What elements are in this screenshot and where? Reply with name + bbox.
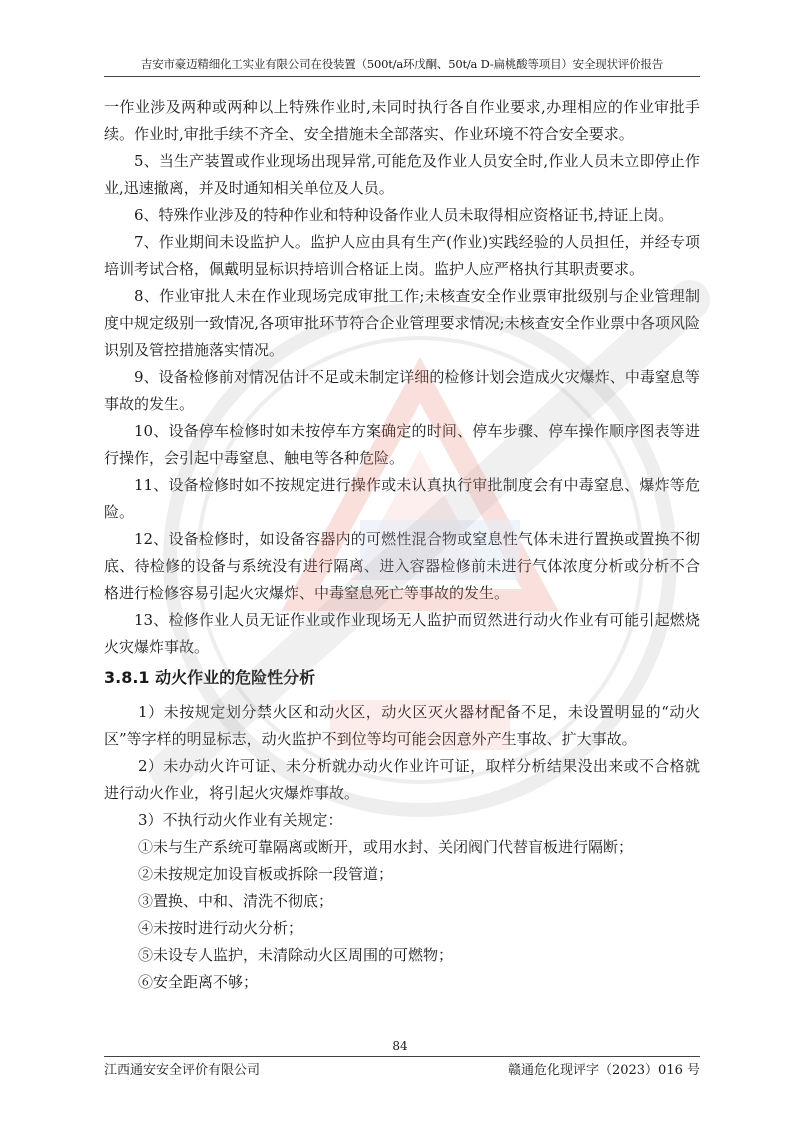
page-header: 吉安市豪迈精细化工实业有限公司在役装置（500t/a环戊酮、50t/a D-扁桃酸等项目）安全现状评价报告 [140, 57, 664, 71]
sub-item-5: ⑤未设专人监护，未清除动火区周围的可燃物； [138, 946, 454, 964]
paragraph-item-11: 11、设备检修时如不按规定进行操作或未认真执行审批制度会有中毒窒息、爆炸等危险。 [104, 476, 700, 521]
paragraph-item-5: 5、当生产装置或作业现场出现异常,可能危及作业人员安全时,作业人员未立即停止作业,迅速撤离，并及时通知相关单位及人员。 [104, 152, 700, 197]
paragraph-item-6: 6、特殊作业涉及的特种作业和特种设备作业人员未取得相应资格证书,持证上岗。 [134, 206, 674, 224]
paragraph-item-13: 13、检修作业人员无证作业或作业现场无人监护而贸然进行动火作业有可能引起燃烧火灾爆炸事故。 [104, 611, 700, 656]
section-item-1: 1）未按规定划分禁火区和动火区，动火区灭火器材配备不足，未设置明显的“动火区”等字样的明显标志，动火监护不到位等均可能会因意外产生事故、扩大事故。 [104, 703, 700, 748]
footer-rule [104, 1056, 700, 1057]
sub-item-2: ②未按规定加设盲板或拆除一段管道； [138, 865, 394, 883]
section-item-2: 2）未办动火许可证、未分析就办动火作业许可证，取样分析结果没出来或不合格就进行动火作业，将引起火灾爆炸事故。 [104, 757, 700, 802]
sub-item-3: ③置换、中和、清洗不彻底； [138, 892, 334, 910]
sub-item-6: ⑥安全距离不够； [138, 973, 259, 991]
paragraph-item-10: 10、设备停车检修时如未按停车方案确定的时间、停车步骤、停车操作顺序图表等进行操作，会引起中毒窒息、触电等各种危险。 [104, 422, 700, 467]
section-heading: 3.8.1 动火作业的危险性分析 [104, 668, 316, 687]
footer-company: 江西通安安全评价有限公司 [104, 1063, 261, 1078]
section-item-3: 3）不执行动火作业有关规定： [138, 811, 343, 829]
sub-item-1: ①未与生产系统可靠隔离或断开，或用水封、关闭阀门代替盲板进行隔断； [138, 838, 634, 856]
sub-item-4: ④未按时进行动火分析； [138, 919, 304, 937]
page-number: 84 [392, 1039, 408, 1053]
paragraph-item-12: 12、设备检修时，如设备容器内的可燃性混合物或窒息性气体未进行置换或置换不彻底、待检修的设备与系统没有进行隔离、进入容器检修前未进行气体浓度分析或分析不合格进行检修容易引起火灾爆炸、中毒窒息死亡等事故的发生。 [104, 530, 700, 602]
paragraph-continuation: 一作业涉及两种或两种以上特殊作业时,未同时执行各自作业要求,办理相应的作业审批手续。作业时,审批手续不齐全、安全措施未全部落实、作业环境不符合安全要求。 [104, 98, 700, 143]
header-rule [104, 76, 700, 77]
paragraph-item-7: 7、作业期间未设监护人。监护人应由具有生产(作业)实践经验的人员担任，并经专项培训考试合格，佩戴明显标识持培训合格证上岗。监护人应严格执行其职责要求。 [104, 233, 700, 278]
footer-report-number: 赣通危化现评字（2023）016 号 [507, 1063, 700, 1078]
page-content [104, 94, 700, 996]
paragraph-item-9: 9、设备检修前对情况估计不足或未制定详细的检修计划会造成火灾爆炸、中毒窒息等事故的发生。 [104, 368, 700, 413]
paragraph-item-8: 8、作业审批人未在作业现场完成审批工作;未核查安全作业票审批级别与企业管理制度中规定级别一致情况,各项审批环节符合企业管理要求情况;未核查安全作业票中各项风险识别及管控措施落实情况。 [104, 287, 700, 359]
